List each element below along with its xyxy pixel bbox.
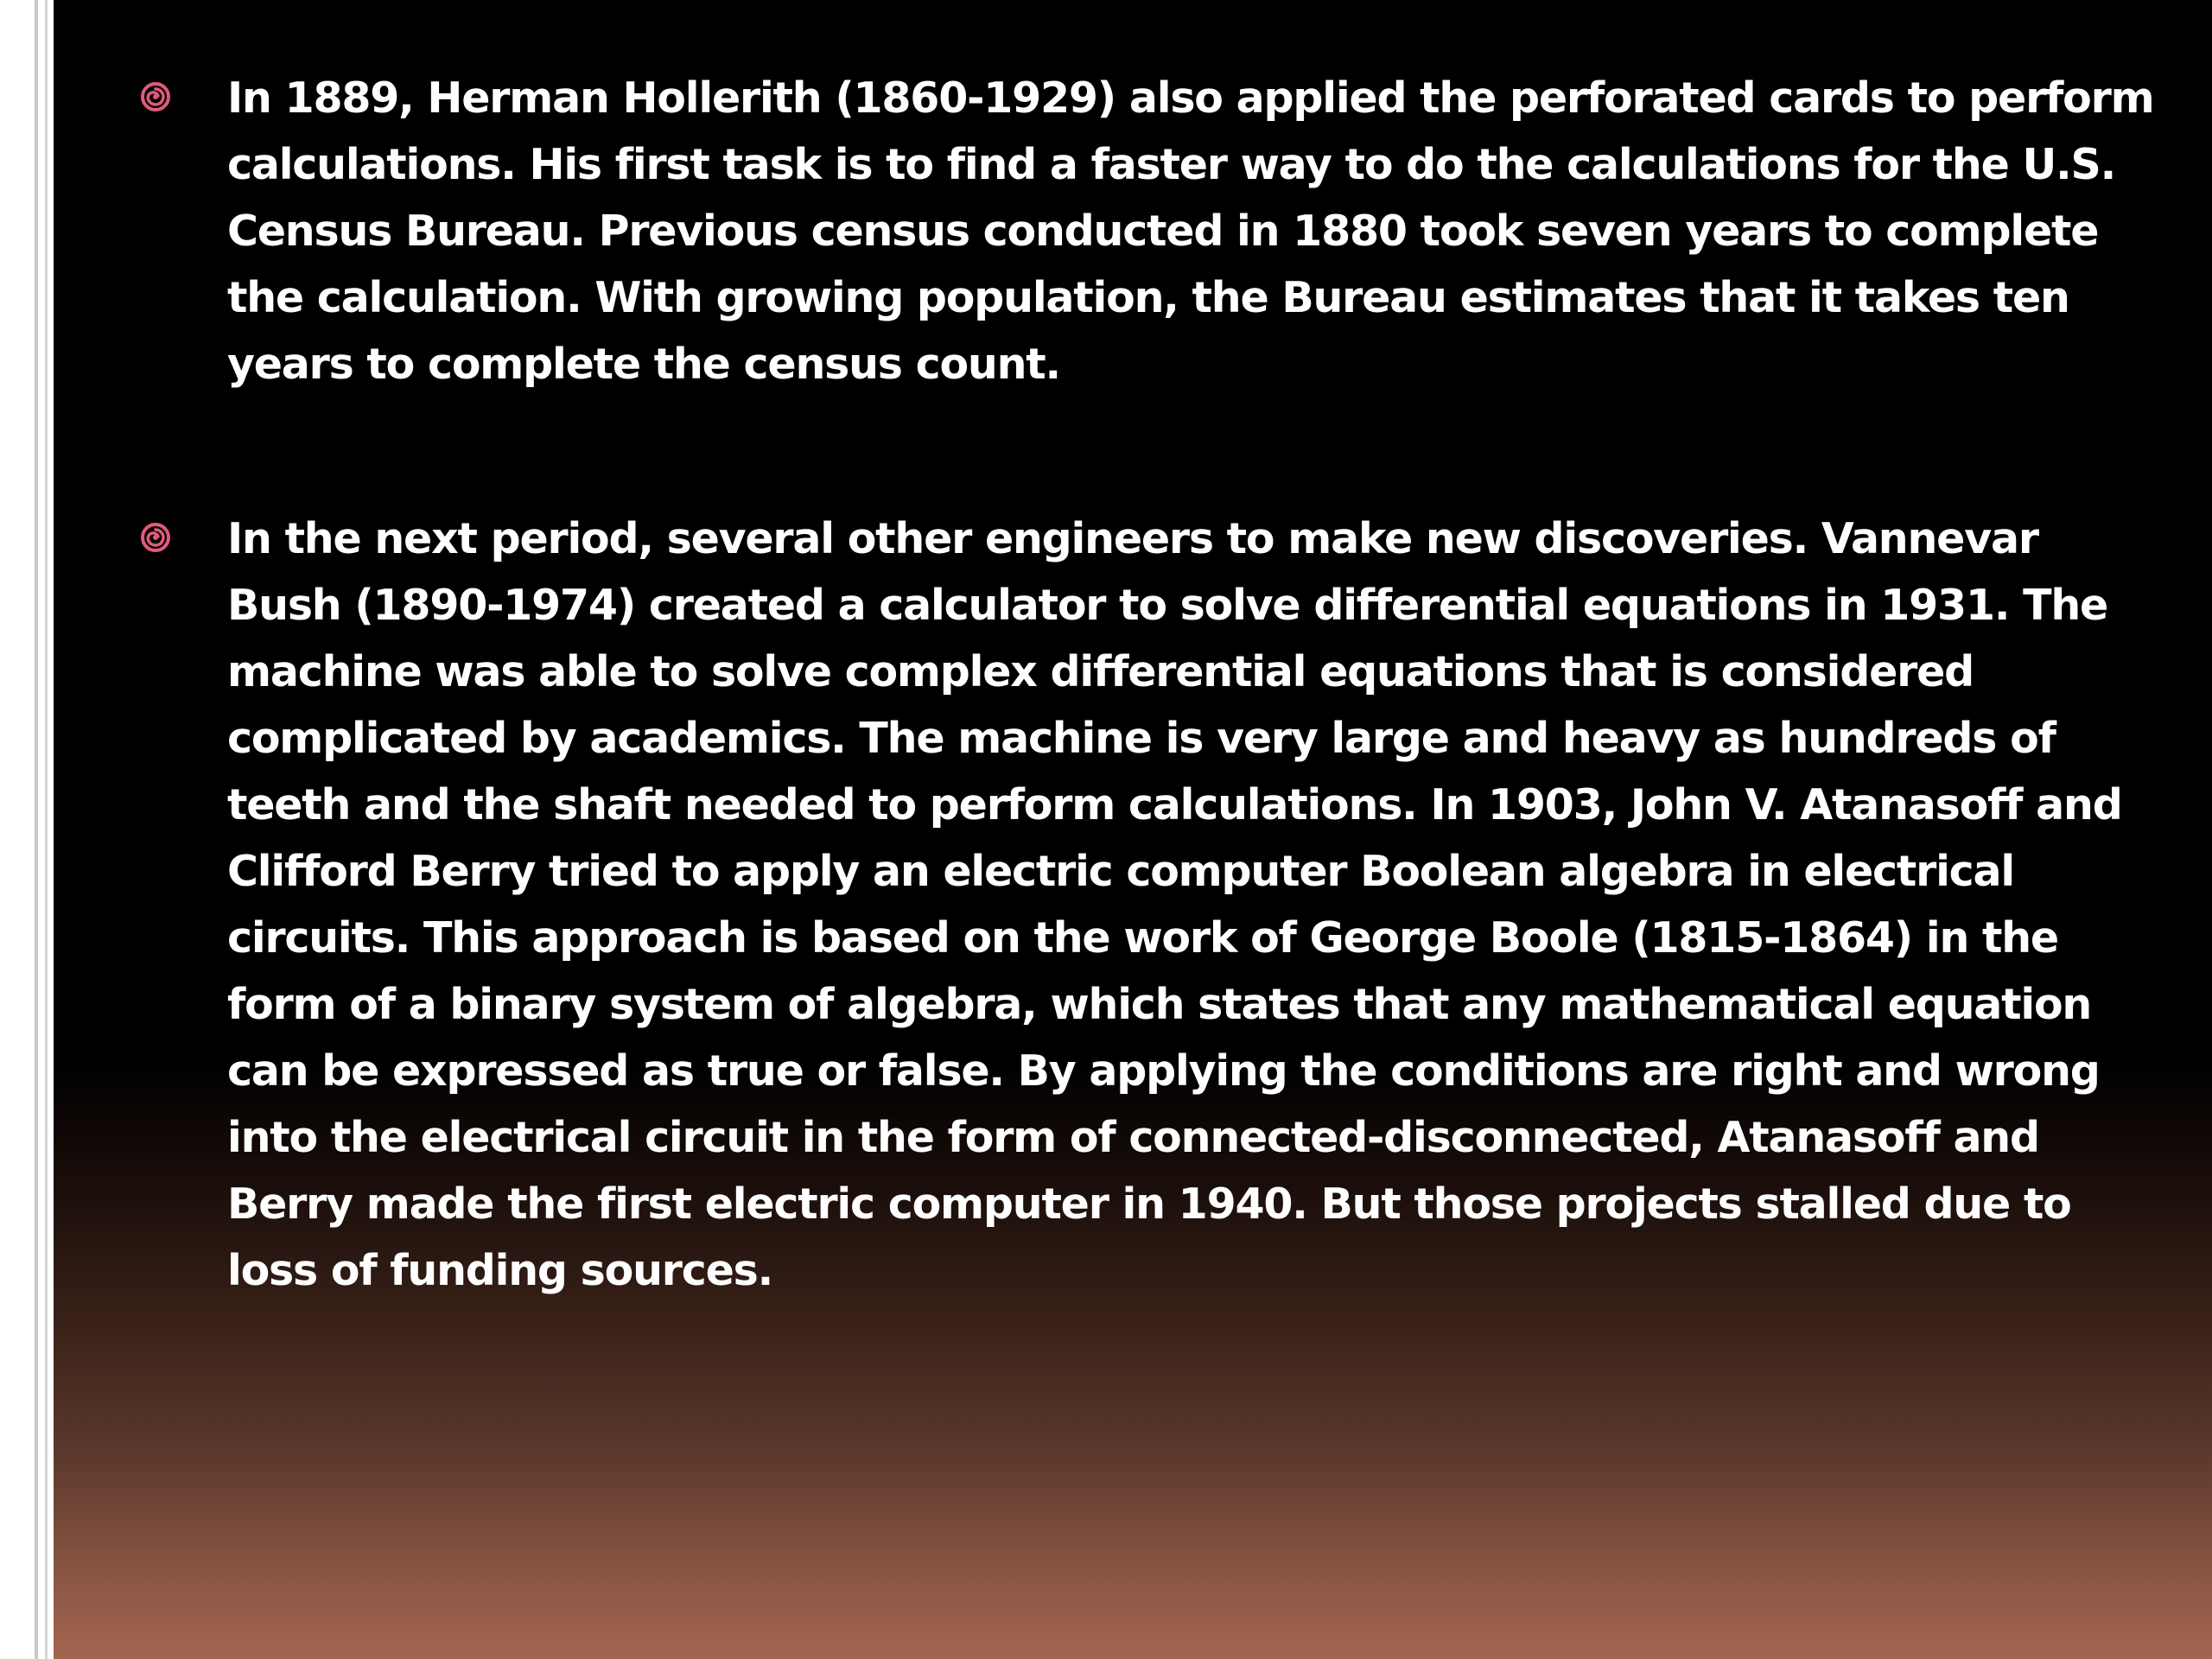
paragraph-hollerith: In 1889, Herman Hollerith (1860-1929) also applied the perforated cards to perform calculations. His first task is to find a faster way to do the calculations for the U.S. Census Bureau. Previous census conducted in 1880 took seven years to complete the calculation. With growing population, the Bureau estimates that it takes ten years to complete the census count.	[227, 73, 2154, 389]
margin-rule-outer	[35, 0, 38, 1659]
slide	[54, 0, 2212, 1659]
spiral-bullet-icon	[140, 81, 171, 112]
paragraph-bush-atanasoff: In the next period, several other engineers to make new discoveries. Vannevar Bush (1890-1974) created a calculator to solve differential equations in 1931. The machine was able to solve complex differential equations that is considered complicated by academics. The machine is very large and heavy as hundreds of teeth and the shaft needed to perform calculations. In 1903, John V. Atanasoff and Clifford Berry tried to apply an electric computer Boolean algebra in electrical circuits. This approach is based on the work of George Boole (1815-1864) in the form of a binary system of algebra, which states that any mathematical equation can be expressed as true or false. By applying the conditions are right and wrong into the electrical circuit in the form of connected-disconnected, Atanasoff and Berry made the first electric computer in 1940. But those projects stalled due to loss of funding sources.	[227, 514, 2122, 1295]
spiral-bullet-icon	[140, 522, 171, 553]
margin-rule-inner	[45, 0, 48, 1659]
